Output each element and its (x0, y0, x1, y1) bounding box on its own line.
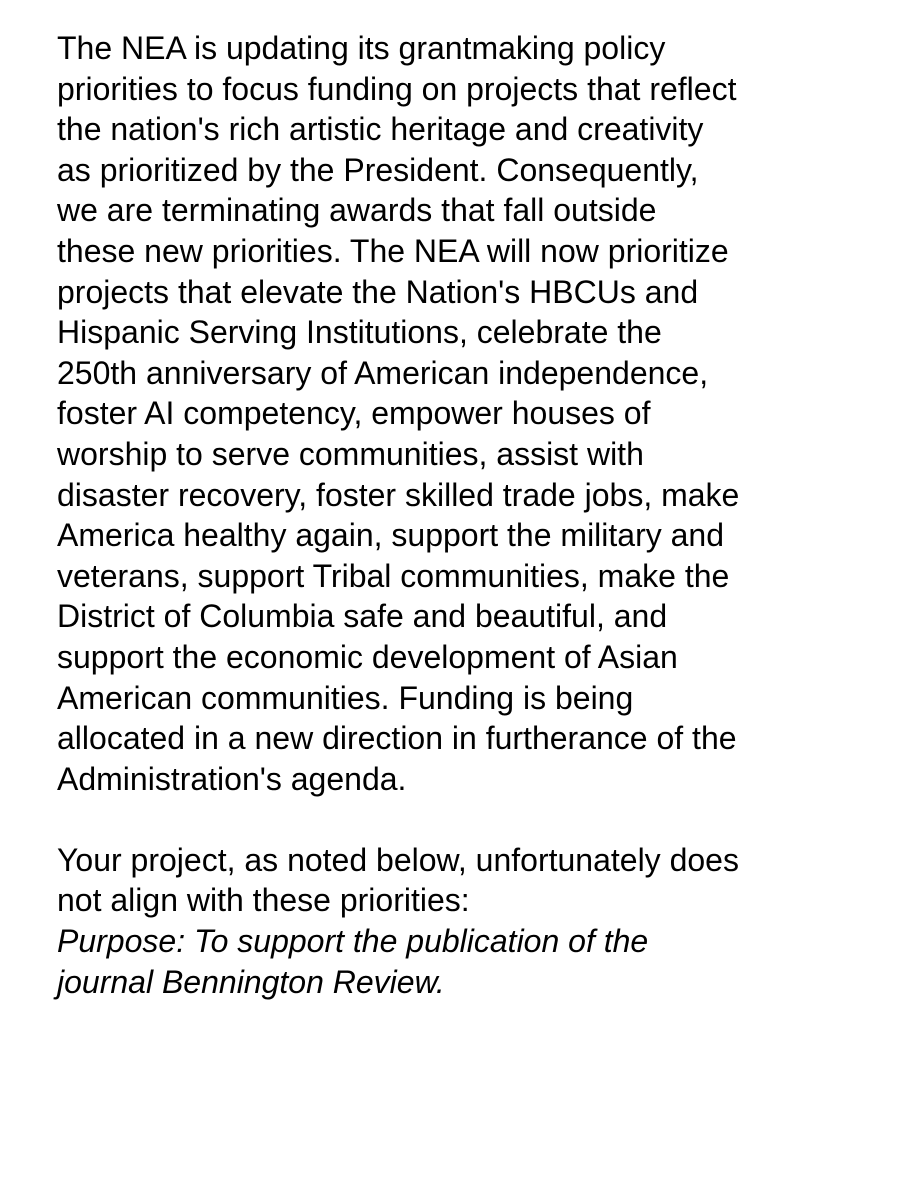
text-line: disaster recovery, foster skilled trade jobs, make (57, 476, 740, 513)
priorities-paragraph (57, 28, 887, 799)
text-line: worship to serve communities, assist with (57, 435, 644, 472)
paragraph-spacer (57, 799, 887, 840)
text-line: 250th anniversary of American independence, (57, 354, 709, 391)
purpose-line: Purpose: To support the publication of the (57, 923, 649, 960)
letter-body (57, 28, 887, 1002)
alignment-paragraph (57, 840, 887, 921)
text-line: we are terminating awards that fall outside (57, 192, 657, 229)
text-line: America healthy again, support the military and (57, 517, 725, 554)
text-line: Your project, as noted below, unfortunately does (57, 841, 739, 878)
text-line: as prioritized by the President. Consequently, (57, 151, 699, 188)
text-line: these new priorities. The NEA will now prioritize (57, 232, 729, 269)
text-line: priorities to focus funding on projects that reflect (57, 70, 737, 107)
text-line: District of Columbia safe and beautiful, and (57, 598, 668, 635)
text-line: projects that elevate the Nation's HBCUs and (57, 273, 699, 310)
text-line: foster AI competency, empower houses of (57, 395, 651, 432)
text-line: Hispanic Serving Institutions, celebrate the (57, 314, 662, 351)
text-line: support the economic development of Asian (57, 638, 678, 675)
text-line: veterans, support Tribal communities, make the (57, 557, 730, 594)
purpose-line: journal Bennington Review. (57, 963, 445, 1000)
text-line: the nation's rich artistic heritage and creativity (57, 111, 704, 148)
text-line: American communities. Funding is being (57, 679, 634, 716)
project-purpose (57, 921, 887, 1002)
text-line: not align with these priorities: (57, 882, 470, 919)
text-line: Administration's agenda. (57, 760, 407, 797)
text-line: allocated in a new direction in furtherance of the (57, 720, 737, 757)
text-line: The NEA is updating its grantmaking policy (57, 30, 666, 66)
